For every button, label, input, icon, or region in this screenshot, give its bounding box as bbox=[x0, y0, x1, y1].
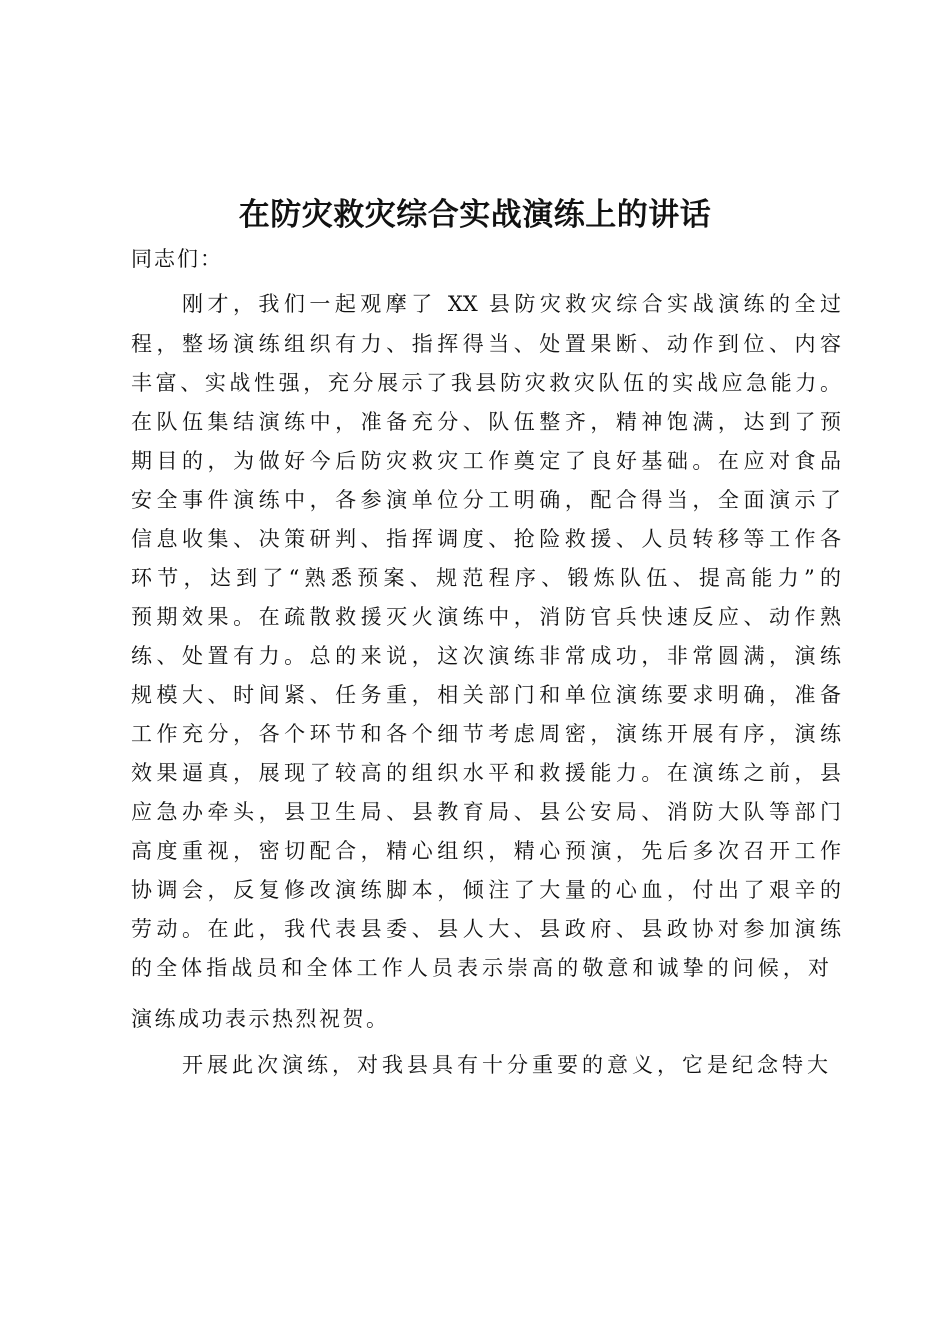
paragraph-line: 预期效果。在疏散救援灭火演练中，消防官兵快速反应、动作熟 bbox=[131, 605, 841, 629]
paragraph-line: 劳动。在此，我代表县委、县人大、县政府、县政协对参加演练 bbox=[131, 917, 841, 941]
paragraph-line: 工作充分，各个环节和各个细节考虑周密，演练开展有序，演练 bbox=[131, 722, 841, 746]
paragraph-line: 高度重视，密切配合，精心组织，精心预演，先后多次召开工作 bbox=[131, 839, 841, 863]
paragraph-line: 应急办牵头，县卫生局、县教育局、县公安局、消防大队等部门 bbox=[131, 800, 841, 824]
paragraph-line: 规模大、时间紧、任务重，相关部门和单位演练要求明确，准备 bbox=[131, 683, 841, 707]
paragraph-line: 期目的，为做好今后防灾救灾工作奠定了良好基础。在应对食品 bbox=[131, 449, 841, 473]
salutation: 同志们： bbox=[131, 247, 223, 271]
paragraph-line: 开展此次演练，对我县具有十分重要的意义，它是纪念特大 bbox=[182, 1053, 828, 1077]
paragraph-line: 丰富、实战性强，充分展示了我县防灾救灾队伍的实战应急能力。 bbox=[131, 371, 841, 395]
paragraph-line: 环节，达到了“熟悉预案、规范程序、锻炼队伍、提高能力”的 bbox=[131, 566, 841, 590]
paragraph-line: 练、处置有力。总的来说，这次演练非常成功，非常圆满，演练 bbox=[131, 644, 841, 668]
paragraph-line: 信息收集、决策研判、指挥调度、抢险救援、人员转移等工作各 bbox=[131, 527, 841, 551]
paragraph-line: 在队伍集结演练中，准备充分、队伍整齐，精神饱满，达到了预 bbox=[131, 410, 841, 434]
document-title: 在防灾救灾综合实战演练上的讲话 bbox=[238, 197, 712, 233]
paragraph-line: 刚才，我们一起观摩了 XX 县防灾救灾综合实战演练的全过 bbox=[182, 292, 841, 316]
paragraph-line: 的全体指战员和全体工作人员表示崇高的敬意和诚挚的问候，对 bbox=[131, 956, 829, 980]
paragraph-line: 效果逼真，展现了较高的组织水平和救援能力。在演练之前，县 bbox=[131, 761, 841, 785]
paragraph-line: 程，整场演练组织有力、指挥得当、处置果断、动作到位、内容 bbox=[131, 332, 841, 356]
paragraph-line: 安全事件演练中，各参演单位分工明确，配合得当，全面演示了 bbox=[131, 488, 841, 512]
paragraph-line: 演练成功表示热烈祝贺。 bbox=[131, 1007, 390, 1031]
paragraph-line: 协调会，反复修改演练脚本，倾注了大量的心血，付出了艰辛的 bbox=[131, 878, 841, 902]
